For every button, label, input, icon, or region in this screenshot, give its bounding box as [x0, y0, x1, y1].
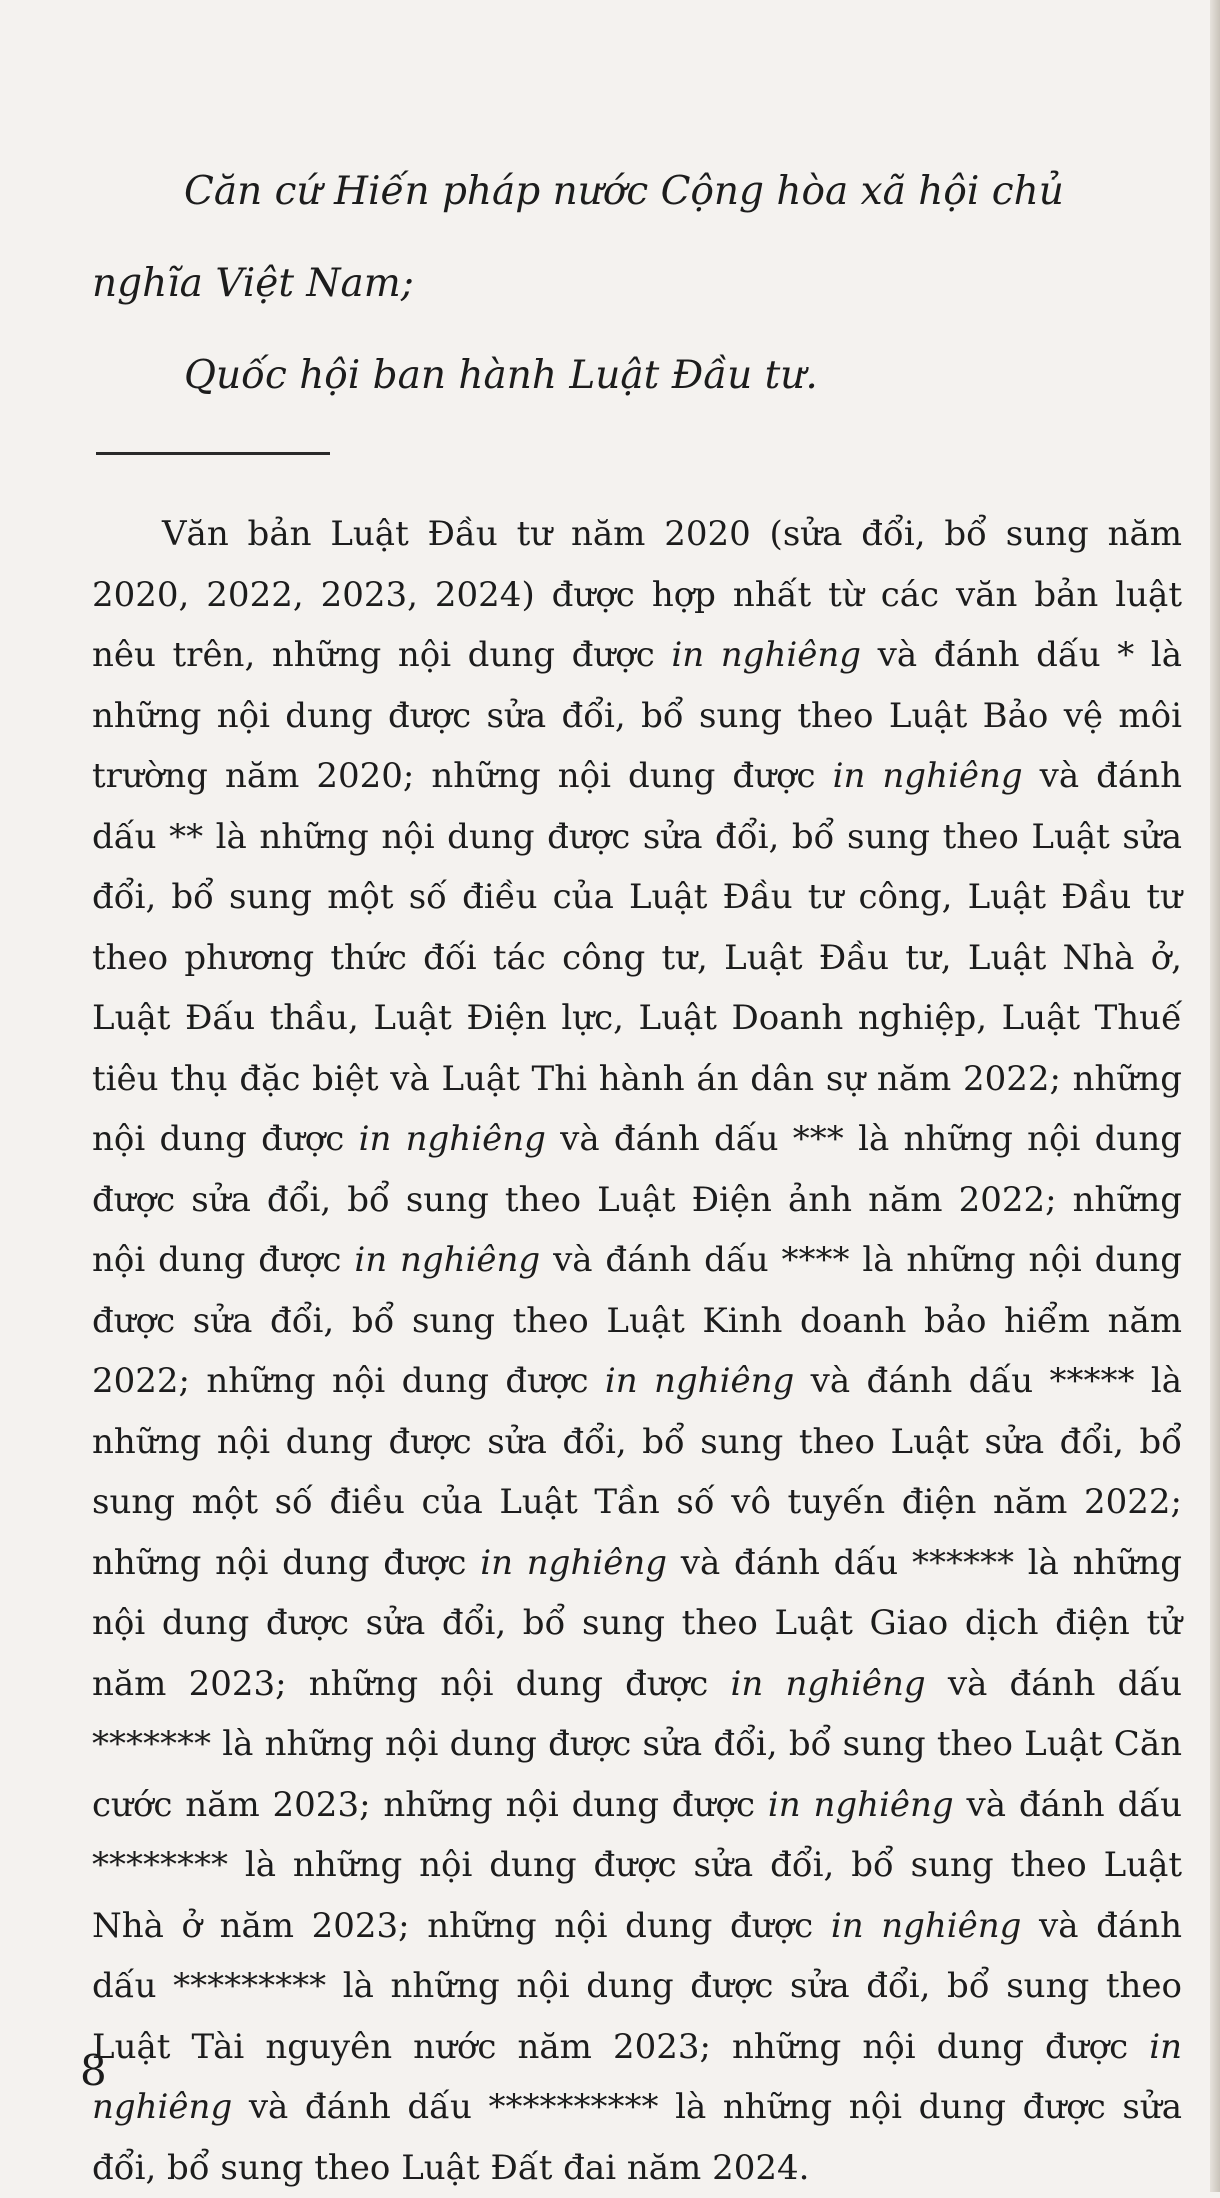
page-number: 8 — [80, 2046, 107, 2095]
italic-phrase: in nghiêng — [92, 2026, 1182, 2127]
enactment-line: Quốc hội ban hành Luật Đầu tư. — [184, 353, 818, 398]
note-text-segment: và đánh dấu * là những nội dung được sửa đổi, bổ sung theo Luật Bảo vệ môi trường năm 2020; những nội dung được — [92, 635, 1183, 796]
italic-phrase: in nghiêng — [671, 635, 862, 675]
note-text-segment: Văn bản Luật Đầu tư năm 2020 (sửa đổi, bổ sung năm 2020, 2022, 2023, 2024) được hợp nhất từ các văn bản luật nêu trên, những nội dung được — [92, 514, 1182, 675]
note-text-segment: và đánh dấu ********* là những nội dung được sửa đổi, bổ sung theo Luật Tài nguyên nước năm 2023; những nội dung được — [92, 1905, 1182, 2067]
italic-phrase: in nghiêng — [830, 1905, 1022, 1946]
italic-phrase: in nghiêng — [832, 756, 1023, 796]
note-text-segment: và đánh dấu **** là những nội dung được sửa đổi, bổ sung theo Luật Kinh doanh bảo hiểm năm 2022; những nội dung được — [92, 1240, 1182, 1401]
italic-phrase: in nghiêng — [767, 1784, 954, 1825]
note-text-segment: và đánh dấu ***** là những nội dung được sửa đổi, bổ sung theo Luật sửa đổi, bổ sung một số điều của Luật Tần số vô tuyến điện năm 2022; những nội dung được — [92, 1361, 1183, 1583]
note-text-segment: và đánh dấu ******** là những nội dung được sửa đổi, bổ sung theo Luật Nhà ở năm 2023; những nội dung được — [92, 1784, 1183, 1946]
consolidation-note-text — [92, 504, 1182, 2198]
note-text-segment: và đánh dấu ** là những nội dung được sửa đổi, bổ sung theo Luật sửa đổi, bổ sung một số điều của Luật Đầu tư công, Luật Đầu tư theo phương thức đối tác công tư, Luật Đầu tư, Luật Nhà ở, Luật Đấu thầu, Luật Điện lực, Luật Doanh nghiệp, Luật Thuế tiêu thụ đặc biệt và Luật Thi hành án dân sự năm 2022; những nội dung được — [92, 756, 1182, 1159]
page-edge — [1210, 0, 1220, 2192]
italic-phrase: in nghiêng — [358, 1119, 546, 1159]
footnote-separator — [96, 452, 330, 455]
italic-phrase: in nghiêng — [480, 1542, 668, 1583]
italic-phrase: in nghiêng — [354, 1240, 541, 1280]
constitution-basis-line: Căn cứ Hiến pháp nước Cộng hòa xã hội chủ nghĩa Việt Nam; — [92, 169, 1064, 306]
italic-phrase: in nghiêng — [604, 1361, 795, 1401]
note-text-segment: và đánh dấu ****** là những nội dung được sửa đổi, bổ sung theo Luật Giao dịch điện tử năm 2023; những nội dung được — [92, 1542, 1183, 1704]
note-text-segment: và đánh dấu ********** là những nội dung được sửa đổi, bổ sung theo Luật Đất đai năm 2024. — [92, 2087, 1182, 2188]
note-text-segment: và đánh dấu *** là những nội dung được sửa đổi, bổ sung theo Luật Điện ảnh năm 2022; những nội dung được — [92, 1119, 1182, 1280]
italic-phrase: in nghiêng — [730, 1663, 926, 1704]
preamble — [92, 146, 1182, 422]
consolidation-note — [92, 504, 1182, 2198]
note-text-segment: và đánh dấu ******* là những nội dung được sửa đổi, bổ sung theo Luật Căn cước năm 2023; những nội dung được — [92, 1663, 1183, 1825]
